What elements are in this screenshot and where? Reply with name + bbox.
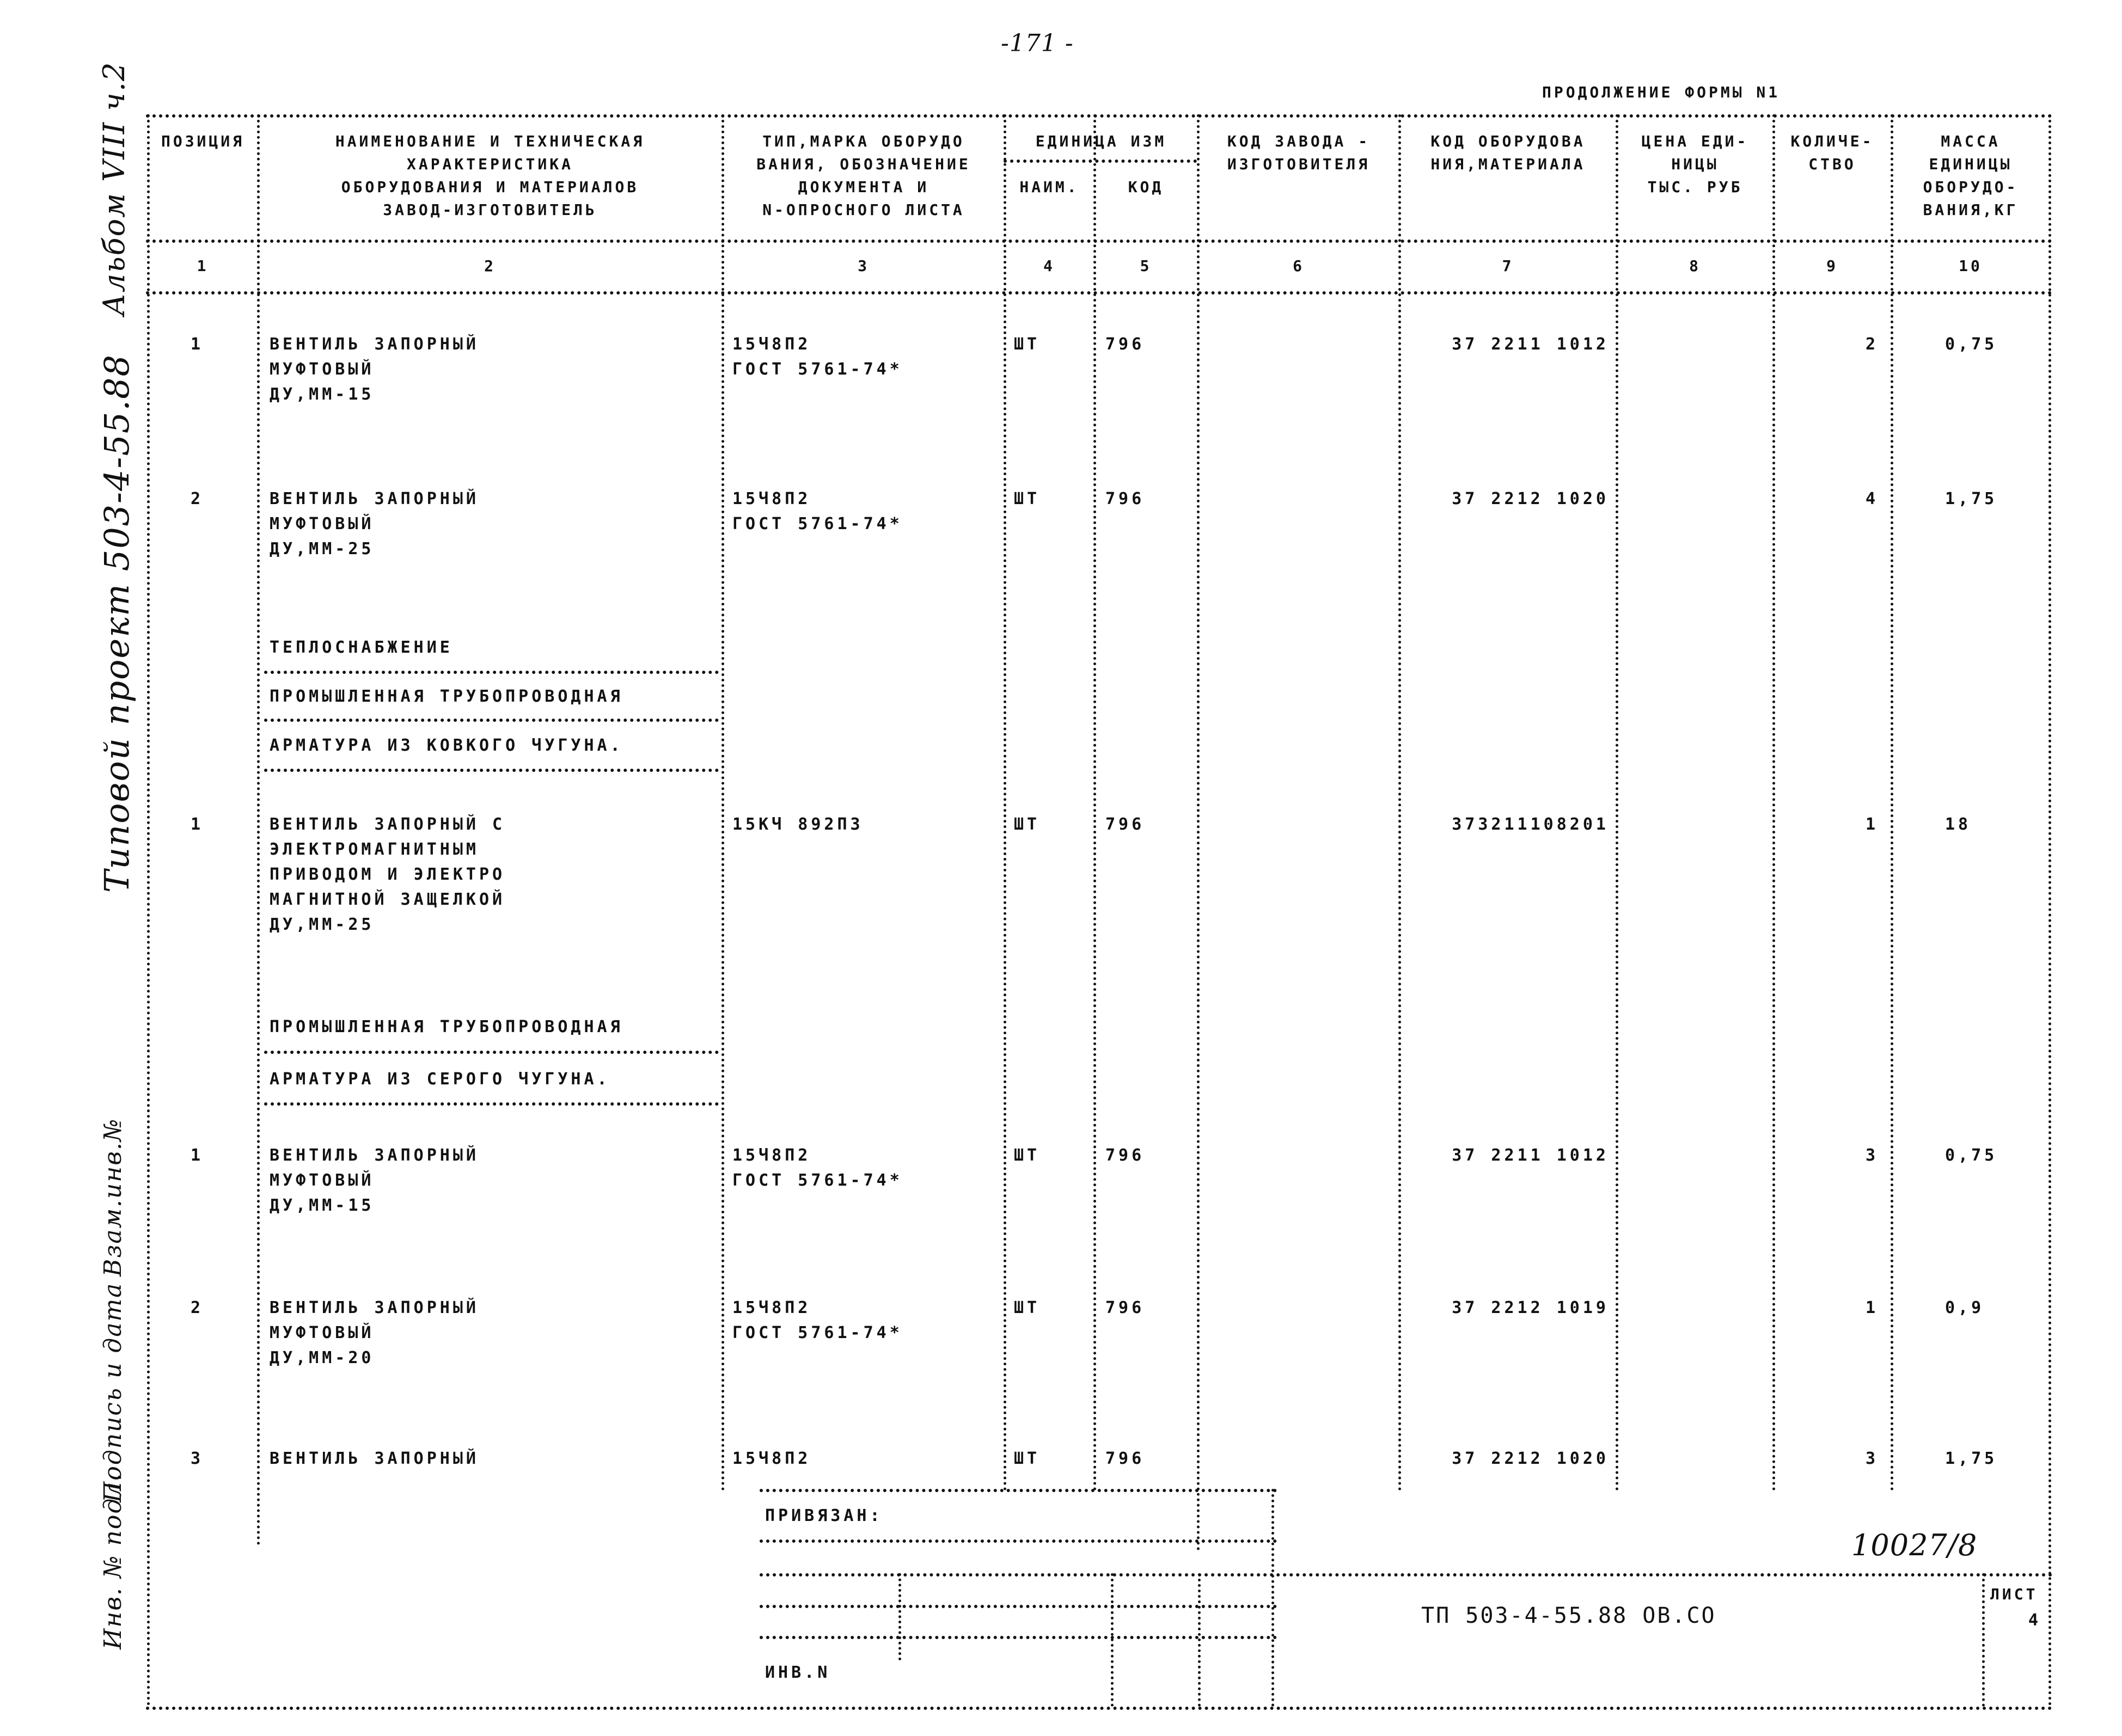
row-unit-code: 796 (1105, 489, 1145, 508)
row-qty: 1 (1865, 815, 1879, 834)
stamp-divider (1111, 1573, 1114, 1707)
row-mass: 1,75 (1945, 1449, 1998, 1468)
row-unit-code: 796 (1105, 815, 1145, 834)
row-unit-code: 796 (1105, 1146, 1145, 1165)
row-type-line: 15Ч8П2 (732, 1146, 811, 1165)
header-unit-name: НАИМ. (1019, 178, 1079, 196)
row-type-line: 15Ч8П2 (732, 1449, 811, 1468)
col-number: 5 (1140, 257, 1152, 275)
table-top-rule (146, 114, 2053, 118)
col-number: 6 (1293, 257, 1305, 275)
header-qty-line1: КОЛИЧЕ- (1790, 132, 1874, 150)
header-mass-line4: ВАНИЯ,КГ (1923, 201, 2019, 219)
row-position: 1 (191, 335, 204, 354)
stamp-rule (760, 1539, 1277, 1543)
row-type-line: 15КЧ 892П3 (732, 815, 864, 834)
row-qty: 3 (1865, 1146, 1879, 1165)
col-number: 9 (1826, 257, 1838, 275)
header-type-line4: N-ОПРОСНОГО ЛИСТА (762, 201, 965, 219)
stamp-bound-label: ПРИВЯЗАН: (765, 1506, 883, 1525)
group1-rule-top (264, 671, 719, 674)
row-name-line: ВЕНТИЛЬ ЗАПОРНЫЙ С (270, 815, 506, 834)
row-equip-code: 37 2211 1012 (1452, 335, 1609, 354)
col-divider-1 (257, 114, 260, 1546)
group1-title-line: ПРОМЫШЛЕННАЯ ТРУБОПРОВОДНАЯ (270, 687, 623, 706)
row-unit: ШТ (1014, 335, 1041, 354)
row-type-line: ГОСТ 5761-74* (732, 1323, 903, 1342)
row-type-line: 15Ч8П2 (732, 1298, 811, 1317)
col-number: 3 (858, 257, 870, 275)
row-unit-code: 796 (1105, 335, 1145, 354)
stamp-divider (1198, 1573, 1201, 1707)
row-name-line: ВЕНТИЛЬ ЗАПОРНЫЙ (270, 335, 479, 354)
col-divider-3 (1004, 114, 1006, 1492)
page-number: -171 - (1001, 29, 1074, 57)
stamp-document-code (1421, 1605, 1716, 1627)
row-name-line: ВЕНТИЛЬ ЗАПОРНЫЙ (270, 1449, 479, 1468)
row-type-line: ГОСТ 5761-74* (732, 1171, 903, 1190)
section-heading-heating: ТЕПЛОСНАБЖЕНИЕ (270, 638, 453, 657)
row-name-line: ВЕНТИЛЬ ЗАПОРНЫЙ (270, 1298, 479, 1317)
header-type-line3: ДОКУМЕНТА И (798, 178, 929, 196)
col-number: 10 (1959, 257, 1983, 275)
row-qty: 4 (1865, 489, 1879, 508)
row-mass: 1,75 (1945, 489, 1998, 508)
col-divider-7 (1616, 114, 1618, 1492)
stamp-rule (760, 1489, 1277, 1492)
row-name-line: ДУ,ММ-25 (270, 539, 375, 559)
row-equip-code: 37 2212 1020 (1452, 489, 1609, 508)
col-divider-4 (1093, 114, 1096, 1492)
group2-title-line: ПРОМЫШЛЕННАЯ ТРУБОПРОВОДНАЯ (270, 1017, 623, 1036)
row-equip-code: 37 2211 1012 (1452, 1146, 1609, 1165)
row-name-line: МАГНИТНОЙ ЗАЩЕЛКОЙ (270, 890, 506, 909)
row-unit: ШТ (1014, 489, 1041, 508)
header-name-line4: ЗАВОД-ИЗГОТОВИТЕЛЬ (383, 201, 597, 219)
row-mass: 0,75 (1945, 335, 1998, 354)
row-equip-code: 37 2212 1019 (1452, 1298, 1609, 1317)
row-name-line: ВЕНТИЛЬ ЗАПОРНЫЙ (270, 489, 479, 508)
group1-rule-mid (264, 719, 719, 722)
row-equip-code: 37 2212 1020 (1452, 1449, 1609, 1468)
row-unit: ШТ (1014, 815, 1041, 834)
col-divider-5 (1197, 114, 1200, 1551)
stamp-sheet-number: 4 (2028, 1611, 2042, 1630)
stamp-inv-label: ИНВ.N (765, 1663, 831, 1682)
col-number: 7 (1502, 257, 1514, 275)
header-equip-line2: НИЯ,МАТЕРИАЛА (1430, 155, 1586, 173)
row-type-line: 15Ч8П2 (732, 489, 811, 508)
header-name-line3: ОБОРУДОВАНИЯ И МАТЕРИАЛОВ (341, 178, 639, 196)
header-factory-line1: КОД ЗАВОДА - (1227, 132, 1371, 150)
unit-subheader-rule (1004, 160, 1197, 163)
row-position: 3 (191, 1449, 204, 1468)
group2-rule-mid (264, 1051, 719, 1054)
stamp-document-code-text: ТП 503-4-55.88 ОВ.СО (1421, 1603, 1716, 1628)
row-unit: ШТ (1014, 1146, 1041, 1165)
stamp-sheet-label: ЛИСТ (1990, 1585, 2038, 1603)
row-type-line: ГОСТ 5761-74* (732, 360, 903, 379)
group1-title-line: АРМАТУРА ИЗ КОВКОГО ЧУГУНА. (270, 736, 623, 755)
header-type-line1: ТИП,МАРКА ОБОРУДО (762, 132, 965, 150)
row-name-line: ДУ,ММ-25 (270, 915, 375, 934)
row-name-line: МУФТОВЫЙ (270, 1171, 375, 1190)
header-price-line2: НИЦЫ (1671, 155, 1719, 173)
row-name-line: ВЕНТИЛЬ ЗАПОРНЫЙ (270, 1146, 479, 1165)
row-mass: 0,75 (1945, 1146, 1998, 1165)
row-position: 2 (191, 489, 204, 508)
header-name-line2: ХАРАКТЕРИСТИКА (406, 155, 573, 173)
row-name-line: ДУ,ММ-15 (270, 1196, 375, 1215)
header-price-line3: ТЫС. РУБ (1647, 178, 1743, 196)
side-label-exchange: Взам.инв.№ (99, 1118, 127, 1277)
header-unit-code: КОД (1128, 178, 1164, 196)
stamp-divider (1982, 1573, 1985, 1707)
header-name-line1: НАИМЕНОВАНИЕ И ТЕХНИЧЕСКАЯ (335, 132, 645, 150)
row-position: 2 (191, 1298, 204, 1317)
header-mass-line3: ОБОРУДО- (1923, 178, 2019, 196)
row-position: 1 (191, 815, 204, 834)
row-name-line: МУФТОВЫЙ (270, 514, 375, 533)
stamp-divider (898, 1573, 901, 1660)
header-equip-line1: КОД ОБОРУДОВА (1430, 132, 1586, 150)
header-rule (146, 240, 2053, 243)
side-label-album: Альбом VIII ч.2 (97, 61, 131, 316)
side-label-signature: Подпись и дата (99, 1282, 127, 1502)
col-number: 4 (1043, 257, 1055, 275)
row-type-line: 15Ч8П2 (732, 335, 811, 354)
header-qty-line2: СТВО (1808, 155, 1856, 173)
group2-rule-bottom (264, 1102, 719, 1106)
col-number: 8 (1689, 257, 1701, 275)
stamp-divider (1271, 1489, 1274, 1707)
row-name-line: МУФТОВЫЙ (270, 1323, 375, 1342)
col-divider-2 (721, 114, 724, 1492)
left-border (147, 114, 150, 1707)
row-name-line: ПРИВОДОМ И ЭЛЕКТРО (270, 865, 506, 884)
header-mass-line1: МАССА (1941, 132, 2001, 150)
row-unit-code: 796 (1105, 1298, 1145, 1317)
column-number-rule (146, 291, 2053, 295)
header-unit: ЕДИНИЦА ИЗМ (1035, 132, 1167, 150)
col-divider-9 (1891, 114, 1893, 1492)
right-border (2048, 114, 2051, 1707)
header-factory-line2: ИЗГОТОВИТЕЛЯ (1227, 155, 1371, 173)
col-number: 2 (484, 257, 496, 275)
col-divider-6 (1398, 114, 1401, 1492)
side-label-project: Типовой проект 503-4-55.88 (97, 354, 137, 893)
group2-title-line: АРМАТУРА ИЗ СЕРОГО ЧУГУНА. (270, 1070, 610, 1089)
header-price-line1: ЦЕНА ЕДИ- (1641, 132, 1749, 150)
row-qty: 1 (1865, 1298, 1879, 1317)
row-qty: 3 (1865, 1449, 1879, 1468)
side-label-original: Инв. № подл. (99, 1472, 127, 1649)
row-unit: ШТ (1014, 1449, 1041, 1468)
row-name-line: МУФТОВЫЙ (270, 360, 375, 379)
header-type-line2: ВАНИЯ, ОБОЗНАЧЕНИЕ (756, 155, 971, 173)
row-equip-code: 373211108201 (1452, 815, 1609, 834)
row-unit-code: 796 (1105, 1449, 1145, 1468)
header-position: ПОЗИЦИЯ (161, 132, 244, 150)
row-name-line: ЭЛЕКТРОМАГНИТНЫМ (270, 840, 479, 859)
row-position: 1 (191, 1146, 204, 1165)
row-type-line: ГОСТ 5761-74* (732, 514, 903, 533)
form-caption: ПРОДОЛЖЕНИЕ ФОРМЫ N1 (1542, 83, 1781, 101)
row-mass: 18 (1945, 815, 1972, 834)
col-divider-8 (1772, 114, 1775, 1492)
row-name-line: ДУ,ММ-20 (270, 1348, 375, 1367)
header-mass-line2: ЕДИНИЦЫ (1929, 155, 2013, 173)
row-qty: 2 (1865, 335, 1879, 354)
group1-rule-bottom (264, 769, 719, 772)
table-bottom-rule (146, 1707, 2053, 1710)
row-name-line: ДУ,ММ-15 (270, 385, 375, 404)
stamp-rule (760, 1573, 2053, 1576)
col-number: 1 (197, 257, 209, 275)
row-mass: 0,9 (1945, 1298, 1985, 1317)
row-unit: ШТ (1014, 1298, 1041, 1317)
stamp-archive-number: 10027/8 (1851, 1528, 1978, 1562)
